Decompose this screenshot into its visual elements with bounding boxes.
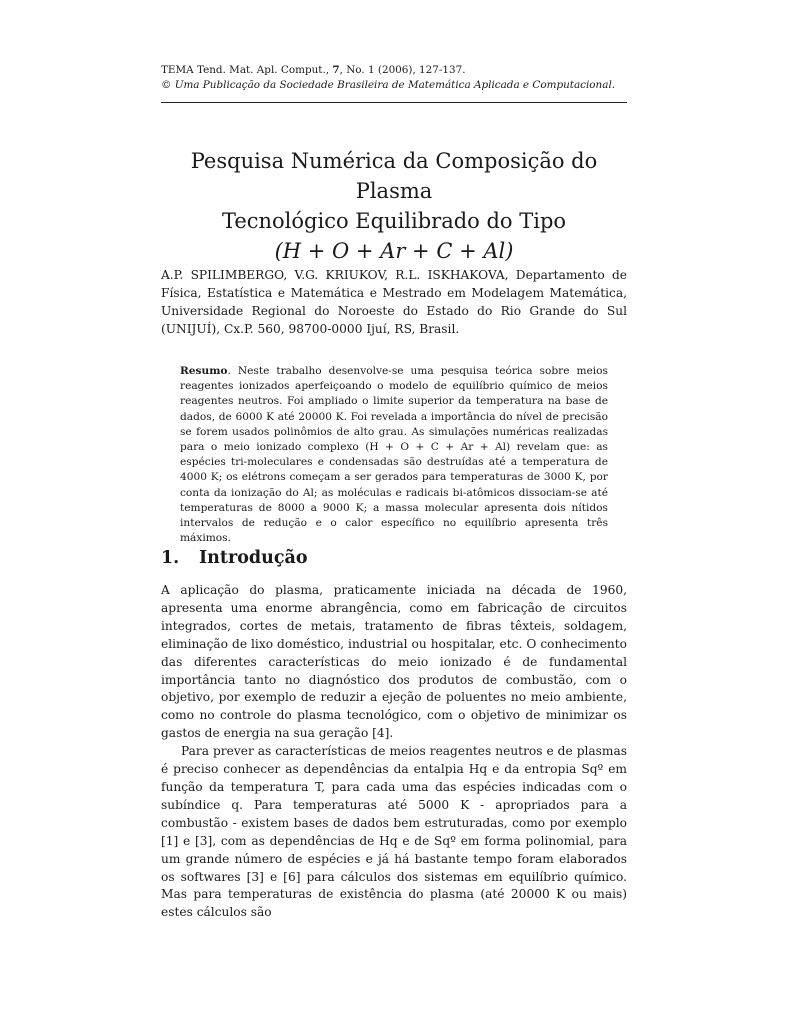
abstract-label: Resumo (180, 365, 228, 377)
abstract-text: . Neste trabalho desenvolve-se uma pesquisa teórica sobre meios reagentes ionizados aperfeiçoando o modelo de equilíbrio químico de meios reagentes neutros. Foi ampliado o limite superior da temperatura na base de dados, de 6000 K até 20000 K. Foi revelada a importância do nível de precisão se forem usados polinômios de alto grau. As simulações numéricas realizadas para o meio ionizado complexo (H + O + C + Ar + Al) revelam que: as espécies tri-moleculares e condensadas são destruídas até a temperatura de 4000 K; os elétrons começam a ser gerados para temperaturas de 3000 K, por conta da ionização do Al; as moléculas e radicais bi-atômicos dissociam-se até temperaturas de 8000 a 9000 K; a massa molecular apresenta dois nítidos intervalos de redução e o calor específico no equilíbrio apresenta três máximos. (180, 365, 608, 545)
volume: 7 (332, 64, 340, 76)
section-number: 1. (161, 548, 180, 568)
header-rule (161, 102, 627, 103)
author-affiliation: A.P. SPILIMBERGO, V.G. KRIUKOV, R.L. ISKHAKOVA, Departamento de Física, Estatística e Matemática e Mestrado em Modelagem Matemática, Universidade Regional do Noroeste do Estado do Rio Grande do Sul (UNIJUÍ), Cx.P. 560, 98700-0000 Ijuí, RS, Brasil. (161, 268, 627, 336)
abstract (180, 364, 608, 546)
paragraph-1: A aplicação do plasma, praticamente iniciada na década de 1960, apresenta uma enorme abrangência, como em fabricação de circuitos integrados, cortes de metais, tratamento de fibras têxteis, soldagem, eliminação de lixo doméstico, industrial ou hospitalar, etc. O conhecimento das diferentes características do meio ionizado é de fundamental importância tanto no diagnóstico dos produtos de combustão, com o objetivo, por exemplo de reduzir a ejeção de poluentes no meio ambiente, como no controle do plasma tecnológico, com o objetivo de minimizar os gastos de energia na sua geração [4]. (161, 583, 627, 741)
title-line-1: Pesquisa Numérica da Composição do Plasma (190, 149, 598, 203)
section-heading (161, 548, 308, 568)
paper-title (161, 146, 627, 266)
journal-header (161, 63, 631, 93)
citation-line (161, 63, 631, 78)
copyright-line: © Uma Publicação da Sociedade Brasileira de Matemática Aplicada e Computacional. (161, 79, 616, 91)
title-line-3 (161, 236, 627, 266)
issue: , No. 1 (2006), 127-137. (339, 64, 466, 76)
section-title: Introdução (199, 548, 308, 568)
title-formula: (H + O + Ar + C + Al) (274, 239, 514, 263)
journal-name: TEMA Tend. Mat. Apl. Comput., (161, 64, 333, 76)
paragraph-2: Para prever as características de meios reagentes neutros e de plasmas é preciso conhecer as dependências da entalpia Hq e da entropia Sqº em função da temperatura T, para cada uma das espécies indicadas com o subíndice q. Para temperaturas até 5000 K - apropriados para a combustão - existem bases de dados bem estruturadas, como por exemplo [1] e [3], com as dependências de Hq e de Sqº em forma polinomial, para um grande número de espécies e já há bastante tempo foram elaborados os softwares [3] e [6] para cálculos dos sistemas em equilíbrio químico. Mas para temperaturas de existência do plasma (até 20000 K ou mais) estes cálculos são (161, 744, 627, 920)
section-body (161, 582, 627, 922)
title-line-2: Tecnológico Equilibrado do Tipo (221, 209, 567, 233)
